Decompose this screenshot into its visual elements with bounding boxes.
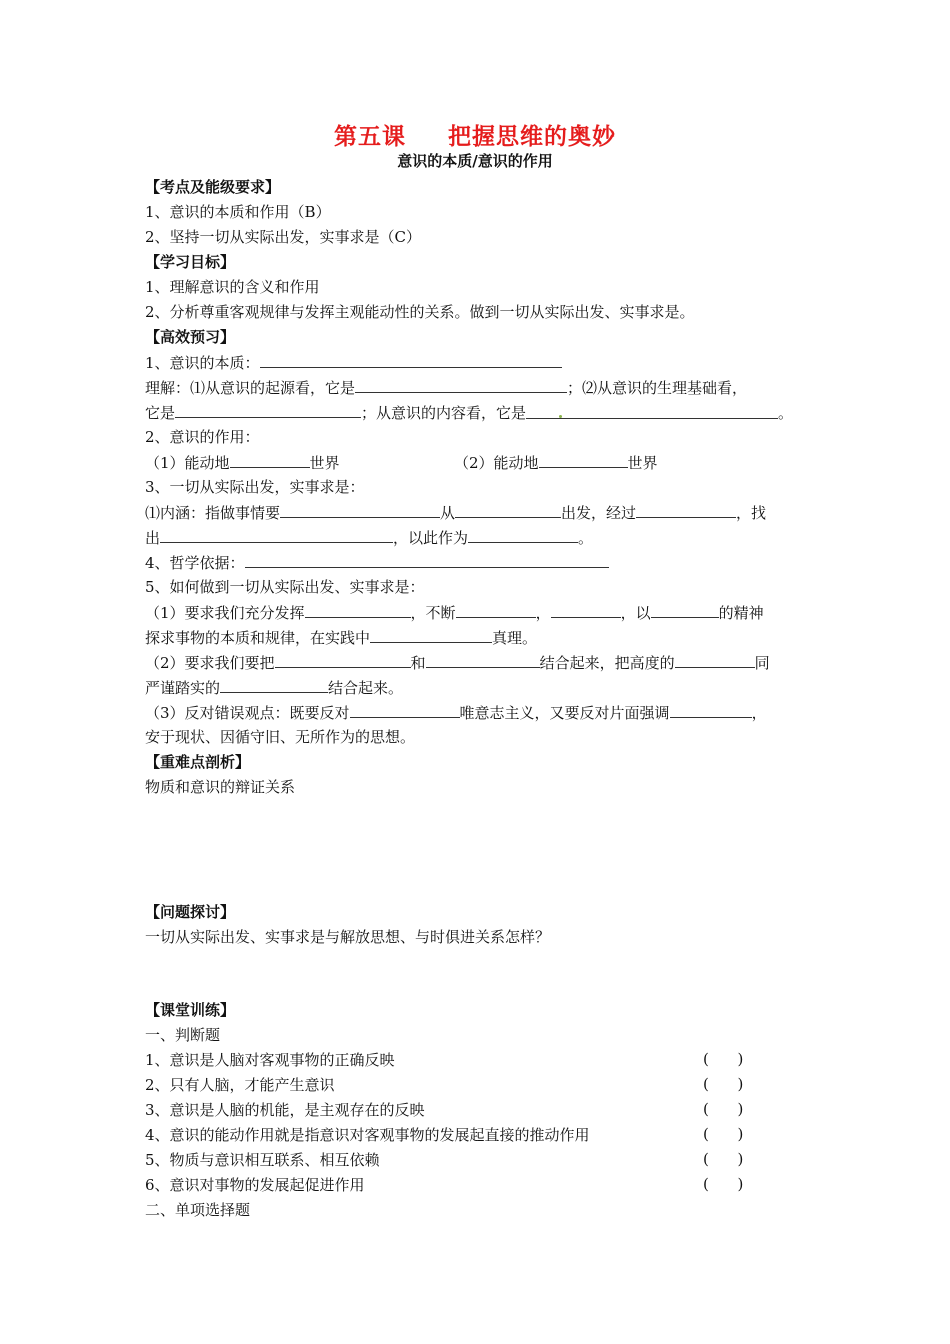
preview-line: 安于现状、因循守旧、无所作为的思想。 (145, 728, 416, 746)
blank-line[interactable] (426, 652, 540, 668)
preview-line: （3）反对错误观点：既要反对 唯意志主义，又要反对片面强调 ， (145, 704, 767, 722)
section-heading-discussion: 【问题探讨】 (145, 903, 236, 921)
blank-line[interactable] (305, 602, 411, 618)
preview-line: （2）能动地 世界 (454, 454, 658, 472)
blank-line[interactable] (355, 377, 567, 393)
requirement-item: 2、坚持一切从实际出发，实事求是（C） (145, 228, 422, 246)
judge-item: 5、物质与意识相互联系、相互依赖 (145, 1151, 380, 1169)
preview-line: 严谨踏实的 结合起来。 (145, 679, 404, 697)
answer-parentheses[interactable]: ( ) (703, 1150, 744, 1168)
lesson-subtitle: 意识的本质/意识的作用 (397, 152, 553, 170)
preview-line: 理解：⑴从意识的起源看，它是 ；⑵从意识的生理基础看， (145, 379, 748, 397)
blank-line[interactable] (280, 502, 440, 518)
blank-line[interactable] (160, 527, 393, 543)
discussion-text: 一切从实际出发、实事求是与解放思想、与时俱进关系怎样？ (145, 928, 551, 946)
judge-item: 4、意识的能动作用就是指意识对客观事物的发展起直接的推动作用 (145, 1126, 590, 1144)
preview-line: 探求事物的本质和规律，在实践中 真理。 (145, 629, 538, 647)
blank-line[interactable] (539, 452, 628, 468)
blank-line[interactable] (651, 602, 719, 618)
blank-line[interactable] (220, 677, 328, 693)
preview-line: 它是 ；从意识的内容看，它是 。 (145, 404, 794, 422)
answer-parentheses[interactable]: ( ) (703, 1050, 744, 1068)
section-heading-goals: 【学习目标】 (145, 253, 236, 271)
judge-item: 3、意识是人脑的机能，是主观存在的反映 (145, 1101, 425, 1119)
blank-line[interactable] (670, 702, 752, 718)
blank-line[interactable] (675, 652, 755, 668)
blank-line[interactable] (636, 502, 736, 518)
practice-part-title: 一、判断题 (145, 1026, 221, 1044)
preview-line: （1）要求我们充分发挥 ，不断 ， ，以 的精神 (145, 604, 764, 622)
preview-line: 5、如何做到一切从实际出发、实事求是： (145, 578, 425, 596)
practice-part-title: 二、单项选择题 (145, 1201, 251, 1219)
preview-line: 4、哲学依据： (145, 552, 609, 573)
answer-parentheses[interactable]: ( ) (703, 1125, 744, 1143)
answer-parentheses[interactable]: ( ) (703, 1175, 744, 1193)
blank-line[interactable] (370, 627, 492, 643)
blank-line[interactable] (350, 702, 460, 718)
blank-line[interactable] (526, 403, 778, 419)
judge-item: 6、意识对事物的发展起促进作用 (145, 1176, 365, 1194)
judge-item: 1、意识是人脑对客观事物的正确反映 (145, 1051, 395, 1069)
answer-parentheses[interactable]: ( ) (703, 1100, 744, 1118)
blank-line[interactable] (468, 527, 578, 543)
lesson-name: 把握思维的奥妙 (448, 124, 616, 150)
blank-line[interactable] (260, 352, 562, 368)
blank-line[interactable] (245, 552, 609, 568)
blank-line[interactable] (455, 502, 561, 518)
preview-line: 3、一切从实际出发，实事求是： (145, 478, 365, 496)
answer-parentheses[interactable]: ( ) (703, 1075, 744, 1093)
blank-line[interactable] (456, 602, 536, 618)
green-dot-mark (559, 415, 562, 418)
lesson-title (0, 118, 950, 151)
preview-line: ⑴内涵：指做事情要 从 出发，经过 ，找 (145, 504, 767, 522)
preview-line: （2）要求我们要把 和 结合起来，把高度的 同 (145, 654, 770, 672)
analysis-text: 物质和意识的辩证关系 (145, 778, 296, 796)
blank-line[interactable] (230, 452, 310, 468)
blank-line[interactable] (551, 602, 621, 618)
preview-line: 1、意识的本质： (145, 352, 562, 373)
lesson-number: 第五课 (334, 124, 406, 150)
preview-line: （1）能动地 世界 (145, 454, 340, 472)
section-heading-preview: 【高效预习】 (145, 328, 236, 346)
section-heading-practice: 【课堂训练】 (145, 1001, 236, 1019)
blank-line[interactable] (275, 652, 411, 668)
goal-item: 2、分析尊重客观规律与发挥主观能动性的关系。做到一切从实际出发、实事求是。 (145, 303, 695, 321)
blank-line[interactable] (175, 402, 361, 418)
judge-item: 2、只有人脑，才能产生意识 (145, 1076, 335, 1094)
requirement-item: 1、意识的本质和作用（B） (145, 203, 331, 221)
section-heading-requirements: 【考点及能级要求】 (145, 178, 281, 196)
preview-line: 出 ，以此作为 。 (145, 529, 594, 547)
section-heading-analysis: 【重难点剖析】 (145, 753, 251, 771)
preview-line: 2、意识的作用： (145, 428, 260, 446)
goal-item: 1、理解意识的含义和作用 (145, 278, 320, 296)
